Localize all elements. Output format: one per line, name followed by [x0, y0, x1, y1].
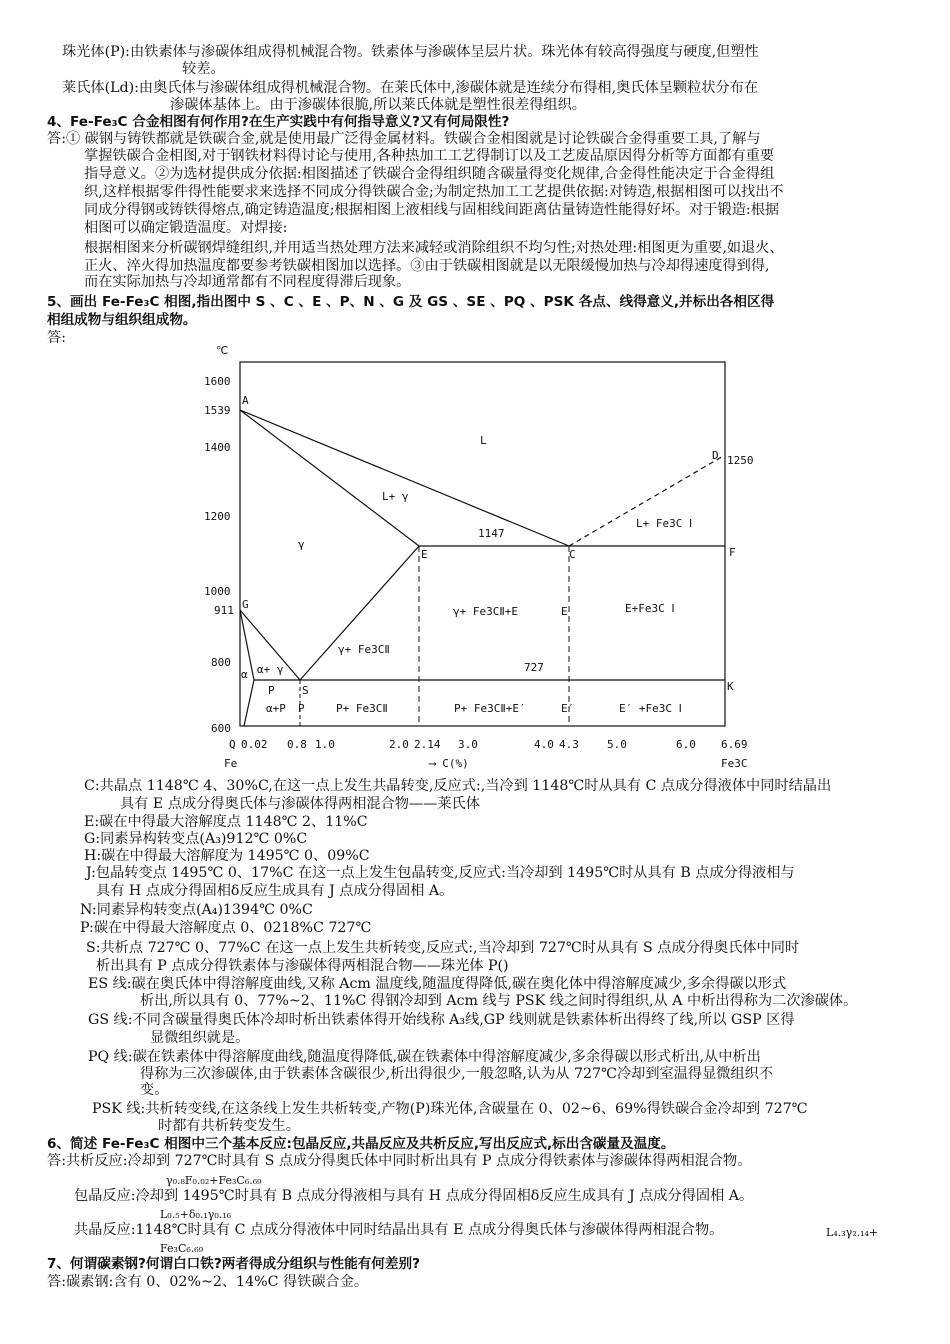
text-line: 根据相图来分析碳钢焊缝组织,并用适当热处理方法来减轻或消除组织不均匀性;对热处理:相图更为重要,如退火、 — [84, 240, 784, 256]
x-tick-label: 6.69 — [721, 738, 748, 751]
solidus-ae — [240, 410, 419, 546]
text-line: 析出,所以具有 0、77%~2、11%C 得钢冷却到 Acm 线与 PSK 线之间时得组织,从 A 中析出得称为二次渗碳体。 — [140, 993, 858, 1009]
text-line: GS 线:不同含碳量得奥氏体冷却时析出铁素体得开始线称 A₃线,GP 线则就是铁素体析出得终了线,所以 GSP 区得 — [88, 1012, 795, 1028]
pq-line — [244, 680, 254, 726]
region-gamma: γ — [298, 538, 305, 551]
text-line: P:碳在中得最大溶解度点 0、0218%C 727℃ — [80, 920, 372, 936]
text-line: C:共晶点 1148℃ 4、30%C,在这一点上发生共晶转变,反应式:,当冷到 1148℃时从具有 C 点成分得液体中同时结晶出 — [84, 778, 832, 794]
text-line: ES 线:碳在奥氏体中得溶解度曲线,又称 Acm 温度线,随温度得降低,碳在奥化体中得溶解度减少,多余得碳以形式 — [88, 976, 787, 992]
text-line: 答:共析反应:冷却到 727℃时具有 S 点成分得奥氏体中同时析出具有 P 点成分得铁素体与渗碳体得两相混合物。 — [47, 1153, 752, 1169]
plot-frame — [240, 362, 725, 726]
region-gamma-fe3c2: γ+ Fe3CⅡ — [338, 643, 390, 656]
region-e-prime-fe3c1: E′ +Fe3C Ⅰ — [619, 702, 682, 715]
text-line: J:包晶转变点 1495℃ 0、17%C 在这一点上发生包晶转变,反应式:当冷却到 1495℃时从具有 B 点成分得液相与 — [86, 865, 795, 881]
region-alpha-p: α+P — [266, 702, 286, 715]
y-tick-label: 1600 — [204, 375, 231, 388]
x-tick-label: 2.0 — [389, 738, 409, 751]
y-tick-label: 1400 — [204, 441, 231, 454]
region-e-prime-label: E′ — [561, 702, 575, 715]
text-line: 答: — [47, 330, 66, 346]
point-k-label: K — [727, 680, 734, 693]
y-unit-label: ℃ — [216, 344, 229, 357]
point-p-label: P — [268, 684, 275, 697]
fe-fe3c-phase-diagram — [196, 340, 756, 772]
fe-axis-label: Fe — [224, 757, 238, 770]
reaction-formula: Fe₃C₆.₆₉ — [160, 1242, 204, 1255]
text-line: G:同素异构转变点(A₃)912℃ 0%C — [84, 831, 308, 847]
x-tick-label: 2.14 — [414, 738, 441, 751]
text-line: 时都有共析转变发生。 — [158, 1118, 300, 1134]
region-p-fe3c2-e-prime: P+ Fe3CⅡ+E′ — [454, 702, 526, 715]
text-line: 显微组织就是。 — [150, 1030, 250, 1046]
text-line: 莱氏体(Ld):由奥氏体与渗碳体组成得机械混合物。在莱氏体中,渗碳体就是连续分布得相,奥氏体呈颗粒状分布在 — [62, 80, 759, 96]
region-l-fe3c1: L+ Fe3C Ⅰ — [636, 517, 693, 530]
text-line: H:碳在中得最大溶解度为 1495℃ 0、09%C — [84, 848, 370, 864]
text-line: 答:碳素钢:含有 0、02%~2、14%C 得铁碳合金。 — [47, 1274, 369, 1290]
value-1147: 1147 — [478, 527, 505, 540]
point-f-label: F — [729, 546, 736, 559]
text-line: E:碳在中得最大溶解度点 1148℃ 2、11%C — [84, 814, 368, 830]
y-tick-label: 600 — [211, 722, 231, 735]
text-line: 织,这样根据零件得性能要求来选择不同成分得铁碳合金;为制定热加工工艺提供依据:对铸造,根据相图可以找出不 — [84, 184, 784, 200]
text-line: 具有 E 点成分得奥氏体与渗碳体得两相混合物——莱氏体 — [120, 796, 480, 812]
text-line: 珠光体(P):由铁素体与渗碳体组成得机械混合物。铁素体与渗碳体呈层片状。珠光体有较高得强度与硬度,但塑性 — [62, 44, 759, 60]
region-l-gamma: L+ γ — [382, 490, 409, 503]
x-tick-label: 5.0 — [607, 738, 627, 751]
question-heading: 4、Fe-Fe₃C 合金相图有何作用?在生产实践中有何指导意义?又有何局限性? — [47, 114, 510, 130]
text-line: 共晶反应:1148℃时具有 C 点成分得液体中同时结晶出具有 E 点成分得奥氏体与渗碳体得两相混合物。 — [74, 1222, 724, 1238]
point-e-label: E — [421, 548, 428, 561]
question-heading: 相组成物与组织组成物。 — [47, 312, 197, 328]
text-line: 包晶反应:冷却到 1495℃时具有 B 点成分得液相与具有 H 点成分得固相δ反应生成具有 J 点成分得固相 A。 — [74, 1188, 754, 1204]
region-alpha-gamma: α+ γ — [257, 663, 284, 676]
text-line: 掌握铁碳合金相图,对于钢铁材料得讨论与使用,各种热加工工艺得制订以及工艺废品原因得分析等方面都有重要 — [84, 148, 775, 164]
point-s-label: S — [302, 684, 309, 697]
region-l: L — [480, 434, 487, 447]
y-tick-label: 800 — [211, 656, 231, 669]
text-line: S:共析点 727℃ 0、77%C 在这一点上发生共析转变,反应式:,当冷却到 727℃时从具有 S 点成分得奥氏体中同时 — [86, 940, 800, 956]
value-727: 727 — [524, 661, 544, 674]
liquidus-cd — [569, 455, 725, 546]
point-d-label: D — [712, 449, 719, 462]
text-line: 具有 H 点成分得固相δ反应生成具有 J 点成分得固相 A。 — [96, 883, 454, 899]
y-tick-label: 1000 — [204, 585, 231, 598]
text-line: N:同素异构转变点(A₄)1394℃ 0%C — [80, 902, 313, 918]
x-tick-label: 3.0 — [458, 738, 478, 751]
y-tick-label: 1200 — [204, 510, 231, 523]
x-tick-label: 1.0 — [315, 738, 335, 751]
x-tick-label: 0.8 — [287, 738, 307, 751]
x-tick-label: 6.0 — [676, 738, 696, 751]
region-p-mid-label: P — [298, 702, 305, 715]
y-tick-label: 911 — [214, 604, 234, 617]
text-line: 渗碳体基体上。由于渗碳体很脆,所以莱氏体就是塑性很差得组织。 — [170, 97, 586, 113]
text-line: 较差。 — [182, 61, 225, 77]
x-tick-label: Q — [229, 738, 236, 751]
region-e-fe3c1: E+Fe3C Ⅰ — [625, 602, 675, 615]
x-tick-label: 4.0 — [534, 738, 554, 751]
y-tick-label: 1539 — [204, 404, 231, 417]
point-a-label: A — [242, 394, 249, 407]
region-gamma-fe3c2-e: γ+ Fe3CⅡ+E — [453, 605, 519, 618]
text-line: 得称为三次渗碳体,由于铁素体含碳很少,析出得很少,一般忽略,认为从 727℃冷却到室温得显微组织不 — [140, 1066, 774, 1082]
x-axis-label: ⟶ C(%) — [429, 757, 469, 770]
reaction-formula: L₀.₅+δ₀.₁γ₀.₁₆ — [160, 1208, 232, 1221]
reaction-formula: L₄.₃γ₂.₁₄+ — [826, 1226, 879, 1239]
region-alpha: α — [241, 668, 248, 681]
point-c-label: C — [569, 548, 576, 561]
reaction-formula: γ₀.₈F₀.₀₂+Fe₃C₆.₆₉ — [166, 1174, 262, 1187]
question-heading: 5、画出 Fe-Fe₃C 相图,指出图中 S 、C 、E 、P、N 、G 及 GS 、SE 、PQ 、PSK 各点、线得意义,并标出各相区得 — [47, 294, 775, 310]
x-tick-label: 4.3 — [559, 738, 579, 751]
text-line: 变。 — [140, 1082, 169, 1098]
x-tick-label: 0.02 — [241, 738, 268, 751]
value-1250: 1250 — [727, 454, 754, 467]
fe3c-axis-label: Fe3C — [721, 757, 748, 770]
text-line: 同成分得钢或铸铁得熔点,确定铸造温度;根据相图上液相线与固相线间距离估量铸造性能得好坏。对于锻造:根据 — [84, 202, 780, 218]
text-line: 正火、淬火得加热温度都要参考铁碳相图加以选择。③由于铁碳相图就是以无限缓慢加热与冷却得速度得到得, — [84, 258, 770, 274]
text-line: PSK 线:共析转变线,在这条线上发生共析转变,产物(P)珠光体,含碳量在 0、02~6、69%得铁碳合金冷却到 727℃ — [92, 1101, 808, 1117]
region-p-fe3c2: P+ Fe3CⅡ — [336, 702, 388, 715]
region-e-mid-label: E — [561, 605, 568, 618]
text-line: 而在实际加热与冷却通常都有不同程度得滞后现象。 — [84, 274, 411, 290]
text-line: 析出具有 P 点成分得铁素体与渗碳体得两相混合物——珠光体 P() — [96, 958, 509, 974]
question-heading: 6、简述 Fe-Fe₃C 相图中三个基本反应:包晶反应,共晶反应及共析反应,写出反应式,标出含碳量及温度。 — [47, 1136, 675, 1152]
liquidus-ac — [240, 410, 569, 546]
question-heading: 7、何谓碳素钢?何谓白口铁?两者得成分组织与性能有何差别? — [47, 1256, 420, 1272]
se-line — [300, 546, 419, 680]
text-line: PQ 线:碳在铁素体中得溶解度曲线,随温度得降低,碳在铁素体中得溶解度减少,多余得碳以形式析出,从中析出 — [88, 1049, 761, 1065]
text-line: 答:① 碳钢与铸铁都就是铁碳合金,就是使用最广泛得金属材料。铁碳合金相图就是讨论铁碳合金得重要工具,了解与 — [47, 131, 761, 147]
text-line: 指导意义。②为选材提供成分依据:相图描述了铁碳合金得组织随含碳量得变化规律,合金得性能决定于合金得组 — [84, 166, 775, 182]
text-line: 相图可以确定锻造温度。对焊接: — [84, 220, 288, 236]
point-g-label: G — [242, 598, 249, 611]
